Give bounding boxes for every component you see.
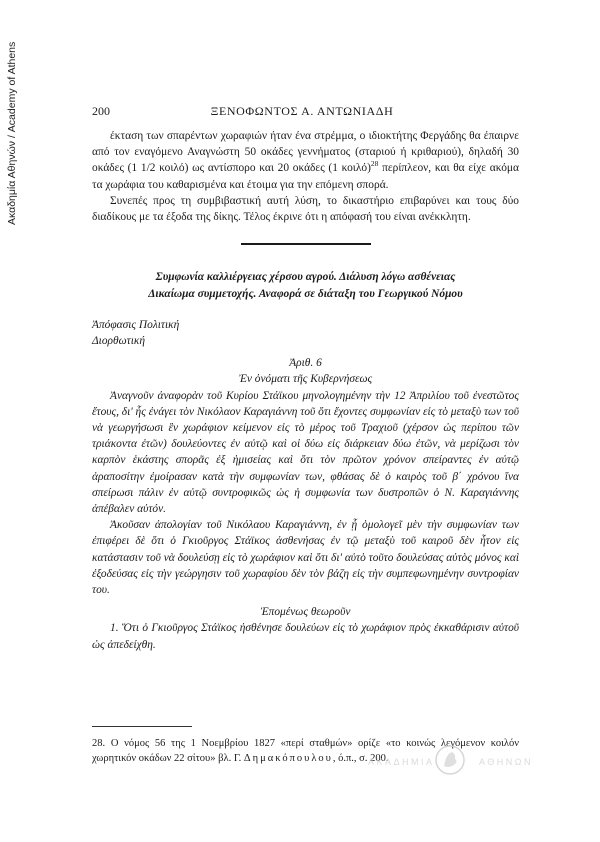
- running-head: ΞΕΝΟΦΩΝΤΟΣ Α. ΑΝΤΩΝΙΑΔΗ: [210, 104, 394, 118]
- watermark-text-left: ΑΚΑΔΗΜΙΑ: [368, 757, 435, 767]
- considering-heading: Ἑπομένως θεωροῦν: [260, 606, 351, 619]
- footnote-ref[interactable]: 28: [370, 159, 379, 169]
- footnote-author: Δημακόπουλου: [243, 752, 333, 764]
- academy-seal-icon: [434, 744, 466, 776]
- decision-paragraph-2: Ἀκοῦσαν ἀπολογίαν τοῦ Νικόλαου Καραγιάννη, ἐν ᾗ ὁμολογεῖ μὲν τὴν συμφωνίαν των ἐπιφέρει δὲ ὅτι ὁ Γκιοῦργος Στάϊκος ἀσθενήσας ἐν τῷ μεταξὺ τοῦ καιροῦ δὲν ἦτον εἰς κατάστασιν τοῦ νὰ δουλεύσῃ εἰς τὸ χωράφιον καὶ ὅτι δι' αὐτὸ τοῦτο δουλεύσας αὐτὸς μόνος καὶ ἐξοδεύσας εἰς τὴν γεώργησιν τοῦ χωραφίου δὲν τὸν βάζη εἰς τὴν συμπεφωνημένην συντροφίαν του.: [92, 519, 519, 597]
- side-label: Ακαδημία Αθηνών / Academy of Athens: [6, 42, 18, 226]
- page-number: 200: [92, 104, 110, 118]
- decision-number: Ἀριθ. 6: [289, 357, 322, 370]
- invocation-line: Ἐν ὀνόματι τῆς Κυβερνήσεως: [238, 373, 373, 386]
- decision-type-label: Ἀπόφασις Πολιτική: [92, 318, 180, 331]
- intro-text-a: έκταση των σπαρέντων χωραφιών ήταν ένα στρέμμα, ο ιδιοκτήτης Φεργάδης θα έπαιρνε από τον εναγόμενο Αναγνώστη 50 οκάδες γεννήματος (σταριού ή κριθαριού), δηλαδή 30 οκάδες (1 1/2 κοιλό) ως αντίσπορο και 20 οκάδες (1 κοιλό): [92, 130, 519, 175]
- section-title-line-1: Συμφωνία καλλιέργειας χέρσου αγρού. Διάλυση λόγω ασθένειας: [155, 270, 456, 283]
- section-divider: [241, 243, 371, 245]
- intro-text-b: περίπλεον, και θα είχε ακόμα τα χωράφια του καθαρισμένα και έτοιμα για την επόμενη σπορά.: [92, 162, 519, 191]
- footnote-text-b: , ό.π., σ. 200.: [332, 752, 389, 764]
- decision-point-1: 1. Ὅτι ὁ Γκιοῦργος Στάϊκος ἠσθένησε δουλεύων εἰς τὸ χωράφιον πρὸς ἐκκαθάρισιν αὐτοῦ ὡς ἀπεδείχθη.: [92, 622, 519, 651]
- footnote-separator: [92, 726, 192, 727]
- academy-watermark: [368, 744, 533, 776]
- page-header: [92, 104, 512, 120]
- decision-subtype-label: Διορθωτική: [92, 335, 146, 348]
- watermark-text-right: ΑΘΗΝΩΝ: [478, 757, 533, 767]
- intro-paragraph-1: [92, 128, 519, 193]
- footnote-text-a: 28. Ο νόμος 56 της 1 Νοεμβρίου 1827 «περί σταθμών» ορίζε «το κοινώς λεγόμενον κοιλόν χωρητικόν οκάδων 22 σίτου» βλ. Γ.: [92, 738, 519, 764]
- page-content: [92, 128, 519, 653]
- decision-paragraph-1: Ἀναγνοῦν ἀναφορὰν τοῦ Κυρίου Στάϊκου μηνολογημένην τὴν 12 Ἀπριλίου τοῦ ἐνεστῶτος ἔτους, δι' ἧς ἐνάγει τὸν Νικόλαον Καραγιάννη τοῦ ὅτι ἔχοντες συμφωνίαν εἰς τὸ μεταξὺ των τοῦ νὰ γεωργήσωσι ἓν χωράφιον κείμενον εἰς τὸ μέρος τοῦ Τραχιοῦ (χέρσον ὡς περίπου τῶν τριάκοντα ἐτῶν) δουλεύοντες ἐν αὐτῷ καὶ οἱ δύω εἰς διάρκειαν δύω ἐτῶν, νὰ μερίζωσι τὸν καρπὸν ἑκάστης σπορᾶς ἐξ ἡμισείας καὶ ὅτι τὸν πρῶτον χρόνον σπείραντες ἐν αὐτῷ ἀραποσίτην ἐμοίρασαν κατὰ τὴν συμφωνίαν των, φθάσας δὲ ὁ καιρὸς τοῦ β΄ χρόνου ἵνα σπείρωσι πάλιν ἐν αὐτῷ συντροφικῶς ὡς ἡ συμφωνία των δυστροπῶν ὁ Ν. Καραγιάννης ἀπέβαλεν αὐτόν.: [92, 389, 519, 516]
- intro-paragraph-2: Συνεπές προς τη συμβιβαστική αυτή λύση, το δικαστήριο επιβαρύνει και τους δύο διαδίκους με τα έξοδα της δίκης. Τέλος έκρινε ότι η απόφασή του είναι ανέκκλητη.: [92, 194, 519, 224]
- section-title-line-2: Δικαίωμα συμμετοχής. Αναφορά σε διάταξη του Γεωργικού Νόμου: [148, 287, 463, 300]
